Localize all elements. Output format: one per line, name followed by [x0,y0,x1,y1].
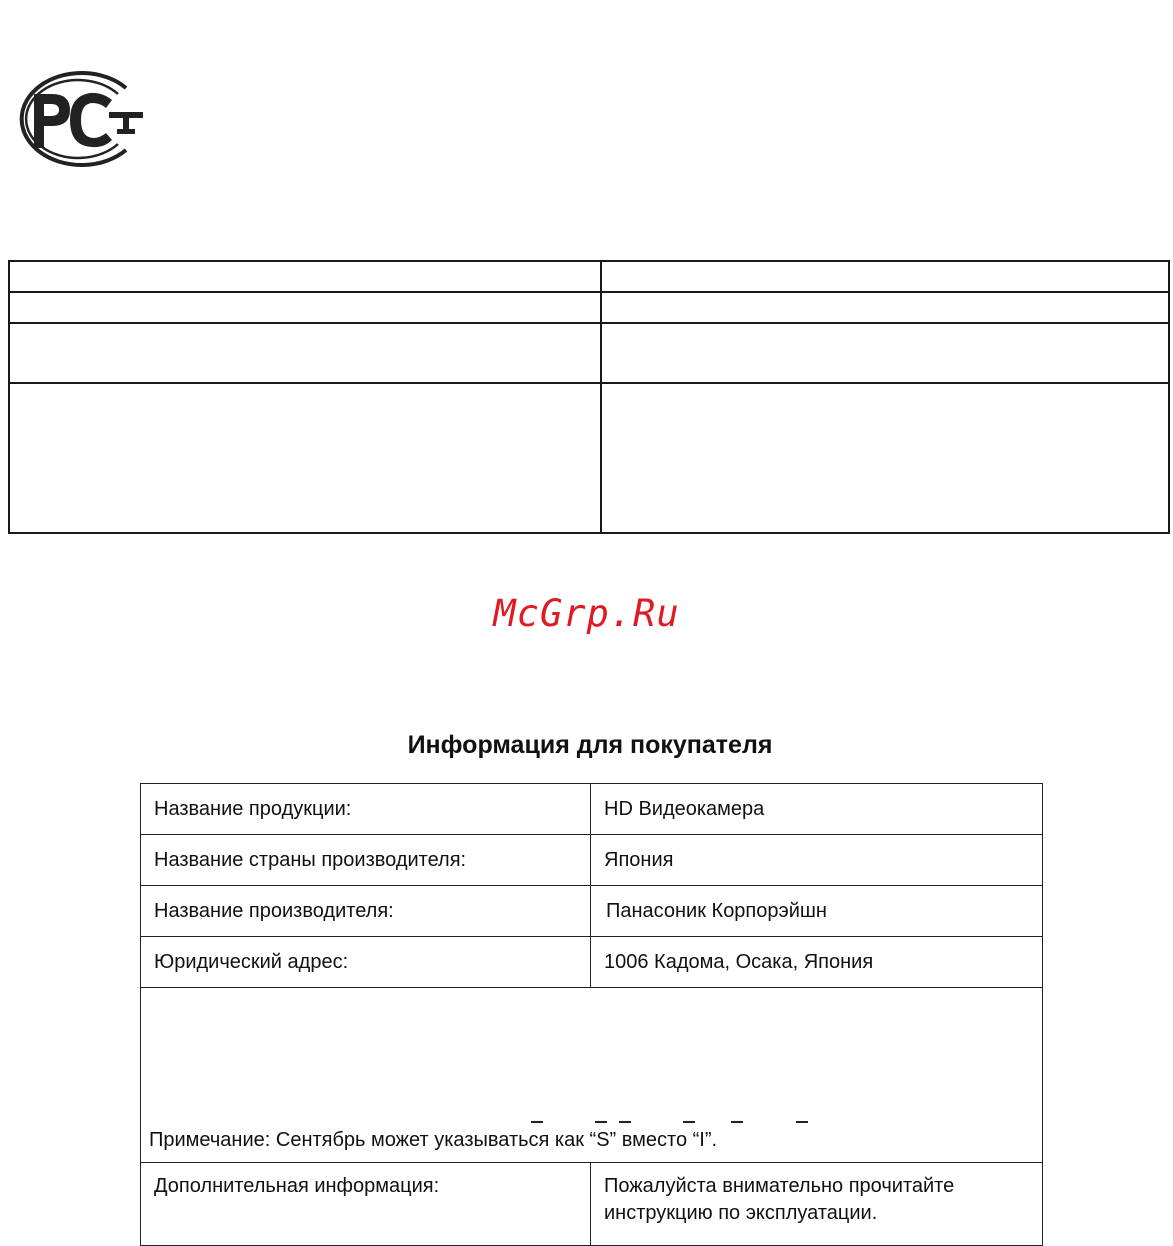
note-cell [141,988,1043,1163]
table-row [141,1163,1043,1246]
empty-form-table [8,260,1170,534]
empty-cell [9,292,601,323]
row-label: Название производителя: [141,886,591,937]
row-value: HD Видеокамера [591,784,1043,835]
row-label: Юридический адрес: [141,937,591,988]
row-value: Панасоник Корпорэйшн [591,886,1043,937]
section-title: Информация для покупателя [407,731,773,759]
row-label: Название страны производителя: [141,835,591,886]
table-row [141,835,1043,886]
table-row [141,937,1043,988]
empty-cell [9,261,601,292]
empty-cell [601,323,1169,383]
empty-cell [9,323,601,383]
row-value: 1006 Кадома, Осака, Япония [591,937,1043,988]
empty-cell [601,261,1169,292]
row-value: Япония [591,835,1043,886]
note-underline-marks [149,1121,1034,1129]
row-label: Дополнительная информация: [141,1163,591,1246]
row-value: Пожалуйста внимательно прочитайте инструкцию по эксплуатации. [591,1163,1043,1246]
table-row [141,784,1043,835]
empty-cell [9,383,601,533]
row-label: Название продукции: [141,784,591,835]
watermark-text: McGrp.Ru [493,592,680,635]
buyer-info-table [140,783,1043,1246]
note-text: Примечание: Сентябрь может указываться как “S” вместо “I”. [149,1129,718,1151]
empty-cell [601,292,1169,323]
note-row [141,988,1043,1163]
empty-cell [601,383,1169,533]
rst-certification-logo [8,66,148,170]
table-row [141,886,1043,937]
